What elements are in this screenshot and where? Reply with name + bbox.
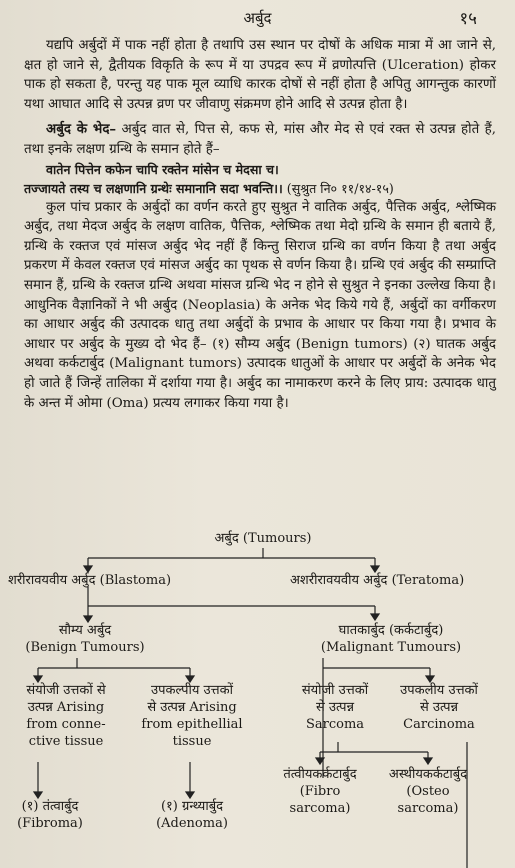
node-adenoma xyxy=(136,798,248,832)
line-3: Sarcoma xyxy=(305,717,365,732)
node-osteosarcoma xyxy=(372,766,484,817)
section-heading: अर्बुद के भेद– xyxy=(46,121,117,138)
node-malignant-english: (Malignant Tumours) xyxy=(320,640,462,655)
line-3: from epithellial xyxy=(141,717,243,732)
line-1: संयोजी उत्तकों xyxy=(301,683,369,698)
verse-line-2 xyxy=(24,179,496,198)
fibrosarcoma-english-2: sarcoma) xyxy=(289,801,351,816)
paragraph-classification: कुल पांच प्रकार के अर्बुदों का वर्णन करते हुए सुश्रुत ने वातिक अर्बुद, पैत्तिक अर्बुद, श्लेष्मिक अर्बुद, तथा मेदज अर्बुद के लक्षण वातिक, पैत्तिक, श्लेष्मिक तथा मेदो ग्रन्थि के समान ही बताये हैं, ग्रन्थि के रक्तज एवं मांसज अर्बुद भेद नहीं हैं किन्तु सिराज ग्रन्थि का वर्णन किया है तथा अर्बुद प्रकरण में केवल रक्तज एवं मांसज अर्बुद का पृथक से वर्णन किया है। ग्रन्थि एवं अर्बुद की सम्प्राप्ति समान हैं, ग्रन्थि के रक्तज ग्रन्थि अथवा मांसज ग्रन्थि भेद न होने से सुश्रुत ने इनका उल्लेख किया है। आधुनिक वैज्ञानिकों ने भी अर्बुद (Neoplasia) के अनेक भेद किये गये हैं, अर्बुदों का वर्गीकरण का आधार अर्बुद की उत्पादक धातु तथा अर्बुदों के प्रभाव के आधार पर किया गया है। प्रभाव के आधार पर अर्बुद के मुख्य दो भेद हैं– (१) सौम्य अर्बुद (Benign tumors) (२) घातक अर्बुद अथवा कर्कटार्बुद (Malignant tumors) उत्पादक धातुओं के आधार पर अर्बुदों के अनेक भेद हो जाते हैं जिन्हें तालिका में दर्शाया गया है। अर्बुद का नामाकरण करने के लिए प्राय: उत्पादक धातु के अन्त में ओमा (Oma) प्रत्यय लगाकर किया गया है। xyxy=(24,199,496,411)
verse-line-1: वातेन पित्तेन कफेन चापि रक्तेन मांसेन च मेदसा च। xyxy=(46,161,279,177)
node-benign xyxy=(10,622,160,656)
osteosarcoma-english-2: sarcoma) xyxy=(397,801,459,816)
node-benign-english: (Benign Tumours) xyxy=(25,640,145,655)
verse-reference: (सुश्रुत नि० ११/१४-१५) xyxy=(282,180,394,196)
line-1: उपकल्पीय उत्तकों xyxy=(151,683,233,698)
osteosarcoma-english-1: (Osteo xyxy=(406,784,450,799)
node-malignant-hindi: घातकार्बुद (कर्कटार्बुद) xyxy=(338,623,444,638)
node-fibroma xyxy=(0,798,100,832)
node-tumours: अर्बुद (Tumours) xyxy=(214,531,312,546)
line-4: ctive tissue xyxy=(28,734,104,749)
line-2: से उत्पन्न Arising xyxy=(147,700,237,715)
node-benign-epithelial xyxy=(128,682,256,750)
osteosarcoma-hindi: अस्थीयकर्कटार्बुद xyxy=(388,767,468,782)
adenoma-english: (Adenoma) xyxy=(156,816,228,831)
node-fibrosarcoma xyxy=(264,766,376,817)
classification-tree xyxy=(0,530,515,868)
fibrosarcoma-hindi: तंत्वीयकर्कटार्बुद xyxy=(283,767,357,782)
line-2: से उत्पन्न xyxy=(316,700,354,715)
adenoma-hindi: (१) ग्रन्थ्यार्बुद xyxy=(160,799,224,814)
node-sarcoma xyxy=(280,682,390,733)
line-2: से उत्पन्न xyxy=(420,700,458,715)
fibroma-english: (Fibroma) xyxy=(17,816,83,831)
body-text xyxy=(24,36,496,413)
fibroma-hindi: (१) तंत्वार्बुद xyxy=(21,799,79,814)
line-4: tissue xyxy=(172,734,212,749)
line-3: from conne- xyxy=(26,717,106,732)
page-number: १५ xyxy=(459,9,477,29)
paragraph-ulceration: यद्यपि अर्बुदों में पाक नहीं होता है तथापि उस स्थान पर दोषों के अधिक मात्रा में आ जाने से, क्षत हो जाने से, द्वैतीयक विकृति के रूप में या उपद्रव रूप में व्रणोत्पत्ति (Ulceration) होकर पाक हो सकता है, परन्तु यह पाक मूल व्याधि कारक दोषों से नहीं होता है अपितु आगन्तुक कारणों यथा आघात आदि से उत्पन्न व्रण पर जीवाणु संक्रमण होने आदि से उत्पन्न होता है। xyxy=(24,38,496,112)
running-title: अर्बुद xyxy=(243,9,272,27)
node-blastoma: शरीरावयवीय अर्बुद (Blastoma) xyxy=(8,573,172,588)
verse-text: तज्जायते तस्य च लक्षणानि ग्रन्थेः समानानि सदा भवन्ति।। xyxy=(24,180,283,196)
node-carcinoma xyxy=(380,682,498,733)
node-malignant xyxy=(296,622,486,656)
paragraph-types xyxy=(24,120,496,159)
fibrosarcoma-english-1: (Fibro xyxy=(299,784,341,799)
line-1: संयोजी उत्तकों से xyxy=(26,683,106,698)
line-1: उपकलीय उत्तकों xyxy=(400,683,478,698)
node-benign-hindi: सौम्य अर्बुद xyxy=(58,623,112,638)
node-teratoma: अशरीरावयवीय अर्बुद (Teratoma) xyxy=(290,573,465,588)
node-benign-connective xyxy=(2,682,130,750)
line-2: उत्पन्न Arising xyxy=(27,700,105,715)
section-text: अर्बुद वात से, पित्त से, कफ से, मांस और मेद से एवं रक्त से उत्पन्न होते हैं, तथा इनके लक्षण ग्रन्थि के समान होते हैं– xyxy=(24,122,496,157)
page-header xyxy=(0,6,515,28)
line-3: Carcinoma xyxy=(403,717,475,732)
